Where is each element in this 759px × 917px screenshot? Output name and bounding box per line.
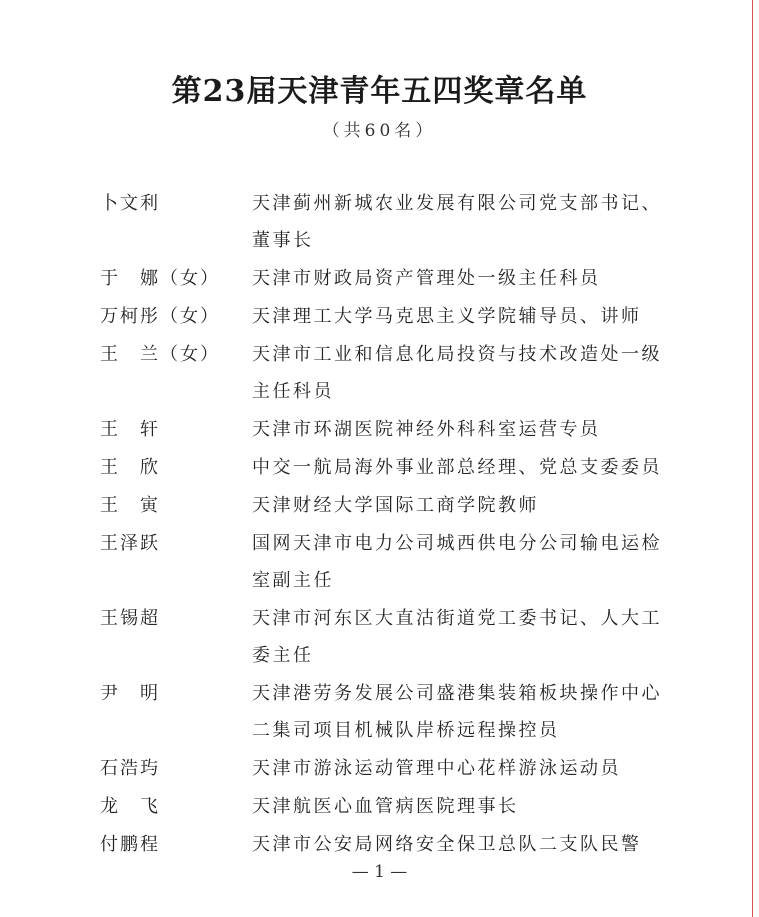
awardee-description: 天津市河东区大直沽街道党工委书记、人大工委主任 xyxy=(252,608,662,666)
awardee-list xyxy=(100,185,670,864)
list-item xyxy=(100,487,670,524)
awardee-name: 龙 飞 xyxy=(100,796,160,817)
awardee-name: 于 娜（女） xyxy=(100,268,220,289)
awardee-description: 天津财经大学国际工商学院教师 xyxy=(252,495,539,516)
awardee-name: 尹 明 xyxy=(100,683,160,704)
awardee-description: 天津理工大学马克思主义学院辅导员、讲师 xyxy=(252,306,642,327)
awardee-name: 王 寅 xyxy=(100,495,160,516)
list-item xyxy=(100,411,670,448)
awardee-name: 王 欣 xyxy=(100,457,160,478)
page-title: 第23届天津青年五四奖章名单 xyxy=(171,74,588,109)
list-item xyxy=(100,298,670,335)
awardee-name: 王 轩 xyxy=(100,419,160,440)
awardee-description: 天津市游泳运动管理中心花样游泳运动员 xyxy=(252,758,621,779)
list-item xyxy=(100,185,670,259)
list-item xyxy=(100,675,670,749)
list-item xyxy=(100,826,670,863)
awardee-description: 天津蓟州新城农业发展有限公司党支部书记、董事长 xyxy=(252,193,662,251)
awardee-name: 王泽跃 xyxy=(100,533,160,554)
awardee-description: 国网天津市电力公司城西供电分公司输电运检室副主任 xyxy=(252,533,662,591)
page-subtitle: （共60名） xyxy=(322,121,437,141)
list-item xyxy=(100,750,670,787)
awardee-description: 中交一航局海外事业部总经理、党总支委委员 xyxy=(252,457,662,478)
list-item xyxy=(100,525,670,599)
page-number: — 1 — xyxy=(351,862,408,882)
awardee-description: 天津市财政局资产管理处一级主任科员 xyxy=(252,268,601,289)
awardee-description: 天津市工业和信息化局投资与技术改造处一级主任科员 xyxy=(252,344,662,402)
list-item xyxy=(100,336,670,410)
awardee-name: 王锡超 xyxy=(100,608,160,629)
list-item xyxy=(100,260,670,297)
awardee-name: 石浩玙 xyxy=(100,758,160,779)
list-item xyxy=(100,788,670,825)
awardee-description: 天津港劳务发展公司盛港集装箱板块操作中心二集司项目机械队岸桥远程操控员 xyxy=(252,683,662,741)
list-item xyxy=(100,600,670,674)
list-item xyxy=(100,449,670,486)
awardee-description: 天津航医心血管病医院理事长 xyxy=(252,796,519,817)
awardee-name: 卜文利 xyxy=(100,193,160,214)
awardee-name: 付鹏程 xyxy=(100,834,160,855)
awardee-name: 万柯彤（女） xyxy=(100,306,220,327)
awardee-name: 王 兰（女） xyxy=(100,344,220,365)
awardee-description: 天津市公安局网络安全保卫总队二支队民警 xyxy=(252,834,642,855)
awardee-description: 天津市环湖医院神经外科科室运营专员 xyxy=(252,419,601,440)
